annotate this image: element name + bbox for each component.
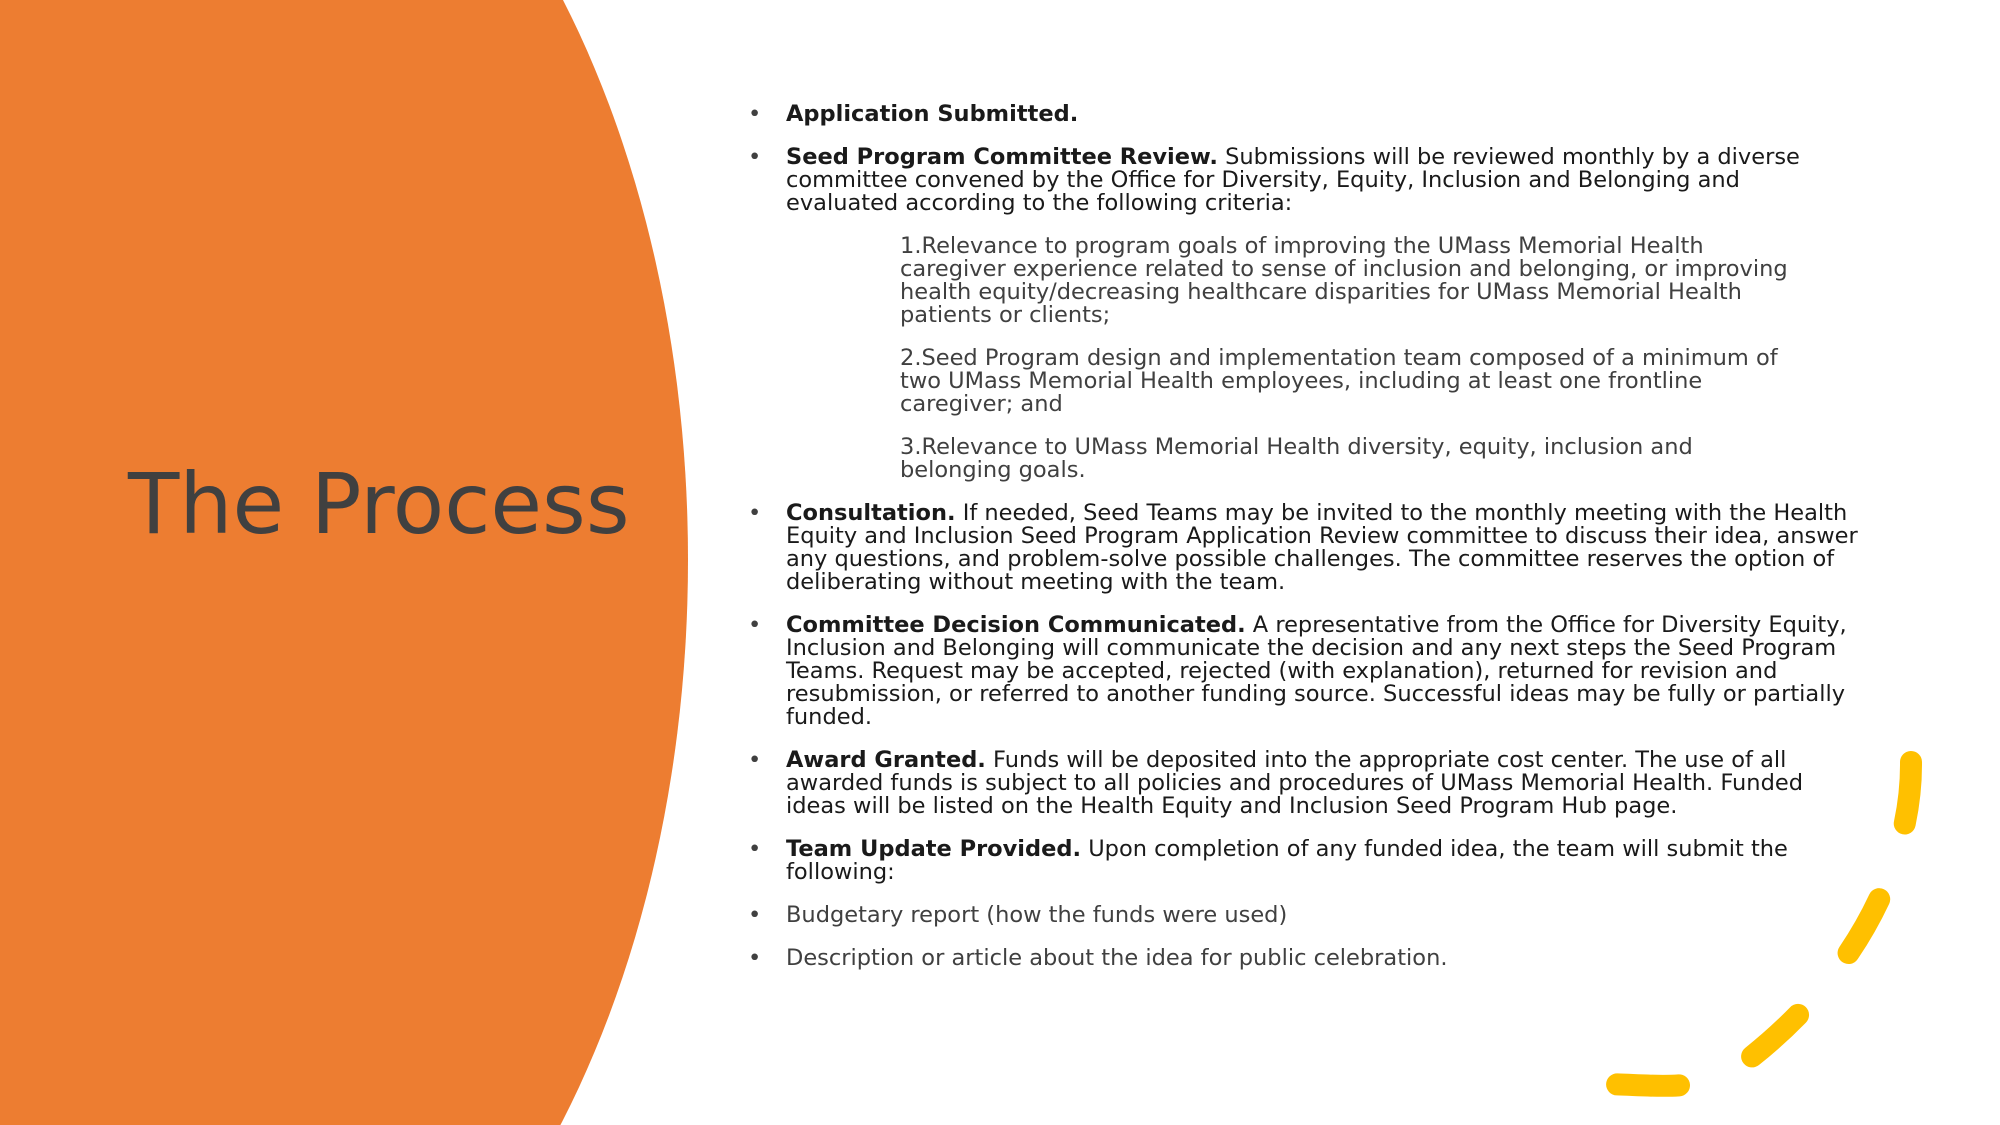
step-text: If needed, Seed Teams may be invited to the monthly meeting with the Health Equity and Inclusion Seed Program Application Review committee to discuss their idea, answer any questions, and problem-solve possible challenges. The committee reserves the option of deliberating without meeting with the team. [786, 500, 1858, 595]
step-text: A representative from the Office for Diversity Equity, Inclusion and Belonging will communicate the decision and any next steps the Seed Program Teams. Request may be accepted, rejected (with explanation), returned for revision and resubmission, or referred to another funding source. Successful ideas may be fully or partially funded. [786, 612, 1847, 730]
step-item [748, 146, 1858, 482]
step-item [748, 103, 1858, 126]
slide-title: The Process [128, 455, 630, 553]
criteria-item: 1.Relevance to program goals of improving the UMass Memorial Health caregiver experience related to sense of inclusion and belonging, or improving health equity/decreasing healthcare disparities for UMass Memorial Health patients or clients; [900, 233, 1788, 328]
step-item [748, 502, 1858, 594]
step-text: Funds will be deposited into the appropriate cost center. The use of all awarded funds is subject to all policies and procedures of UMass Memorial Health. Funded ideas will be listed on the Health Equity and Inclusion Seed Program Hub page. [786, 747, 1803, 819]
step-heading: Consultation. [786, 500, 956, 526]
step-heading: Committee Decision Communicated. [786, 612, 1246, 638]
step-heading: Application Submitted. [786, 101, 1079, 127]
step-heading: Seed Program Committee Review. [786, 144, 1218, 170]
deliverable-item: • Description or article about the idea for public celebration. [748, 947, 1858, 970]
step-text: Upon completion of any funded idea, the team will submit the following: [786, 836, 1788, 885]
step-item [748, 614, 1858, 729]
process-steps-list [748, 103, 1858, 990]
criteria-item: 3.Relevance to UMass Memorial Health diversity, equity, inclusion and belonging goals. [900, 434, 1693, 483]
step-item [748, 749, 1858, 818]
step-heading: Team Update Provided. [786, 836, 1082, 862]
orange-circle-shape [0, 0, 688, 1125]
deliverable-item: • Budgetary report (how the funds were used) [748, 904, 1858, 927]
step-text: Submissions will be reviewed monthly by a diverse committee convened by the Office for Diversity, Equity, Inclusion and Belonging and evaluated according to the following criteria: [786, 144, 1800, 216]
criteria-list [900, 235, 1800, 482]
step-heading: Award Granted. [786, 747, 986, 773]
step-item [748, 838, 1858, 884]
criteria-item: 2.Seed Program design and implementation team composed of a minimum of two UMass Memorial Health employees, including at least one frontline caregiver; and [900, 345, 1778, 417]
